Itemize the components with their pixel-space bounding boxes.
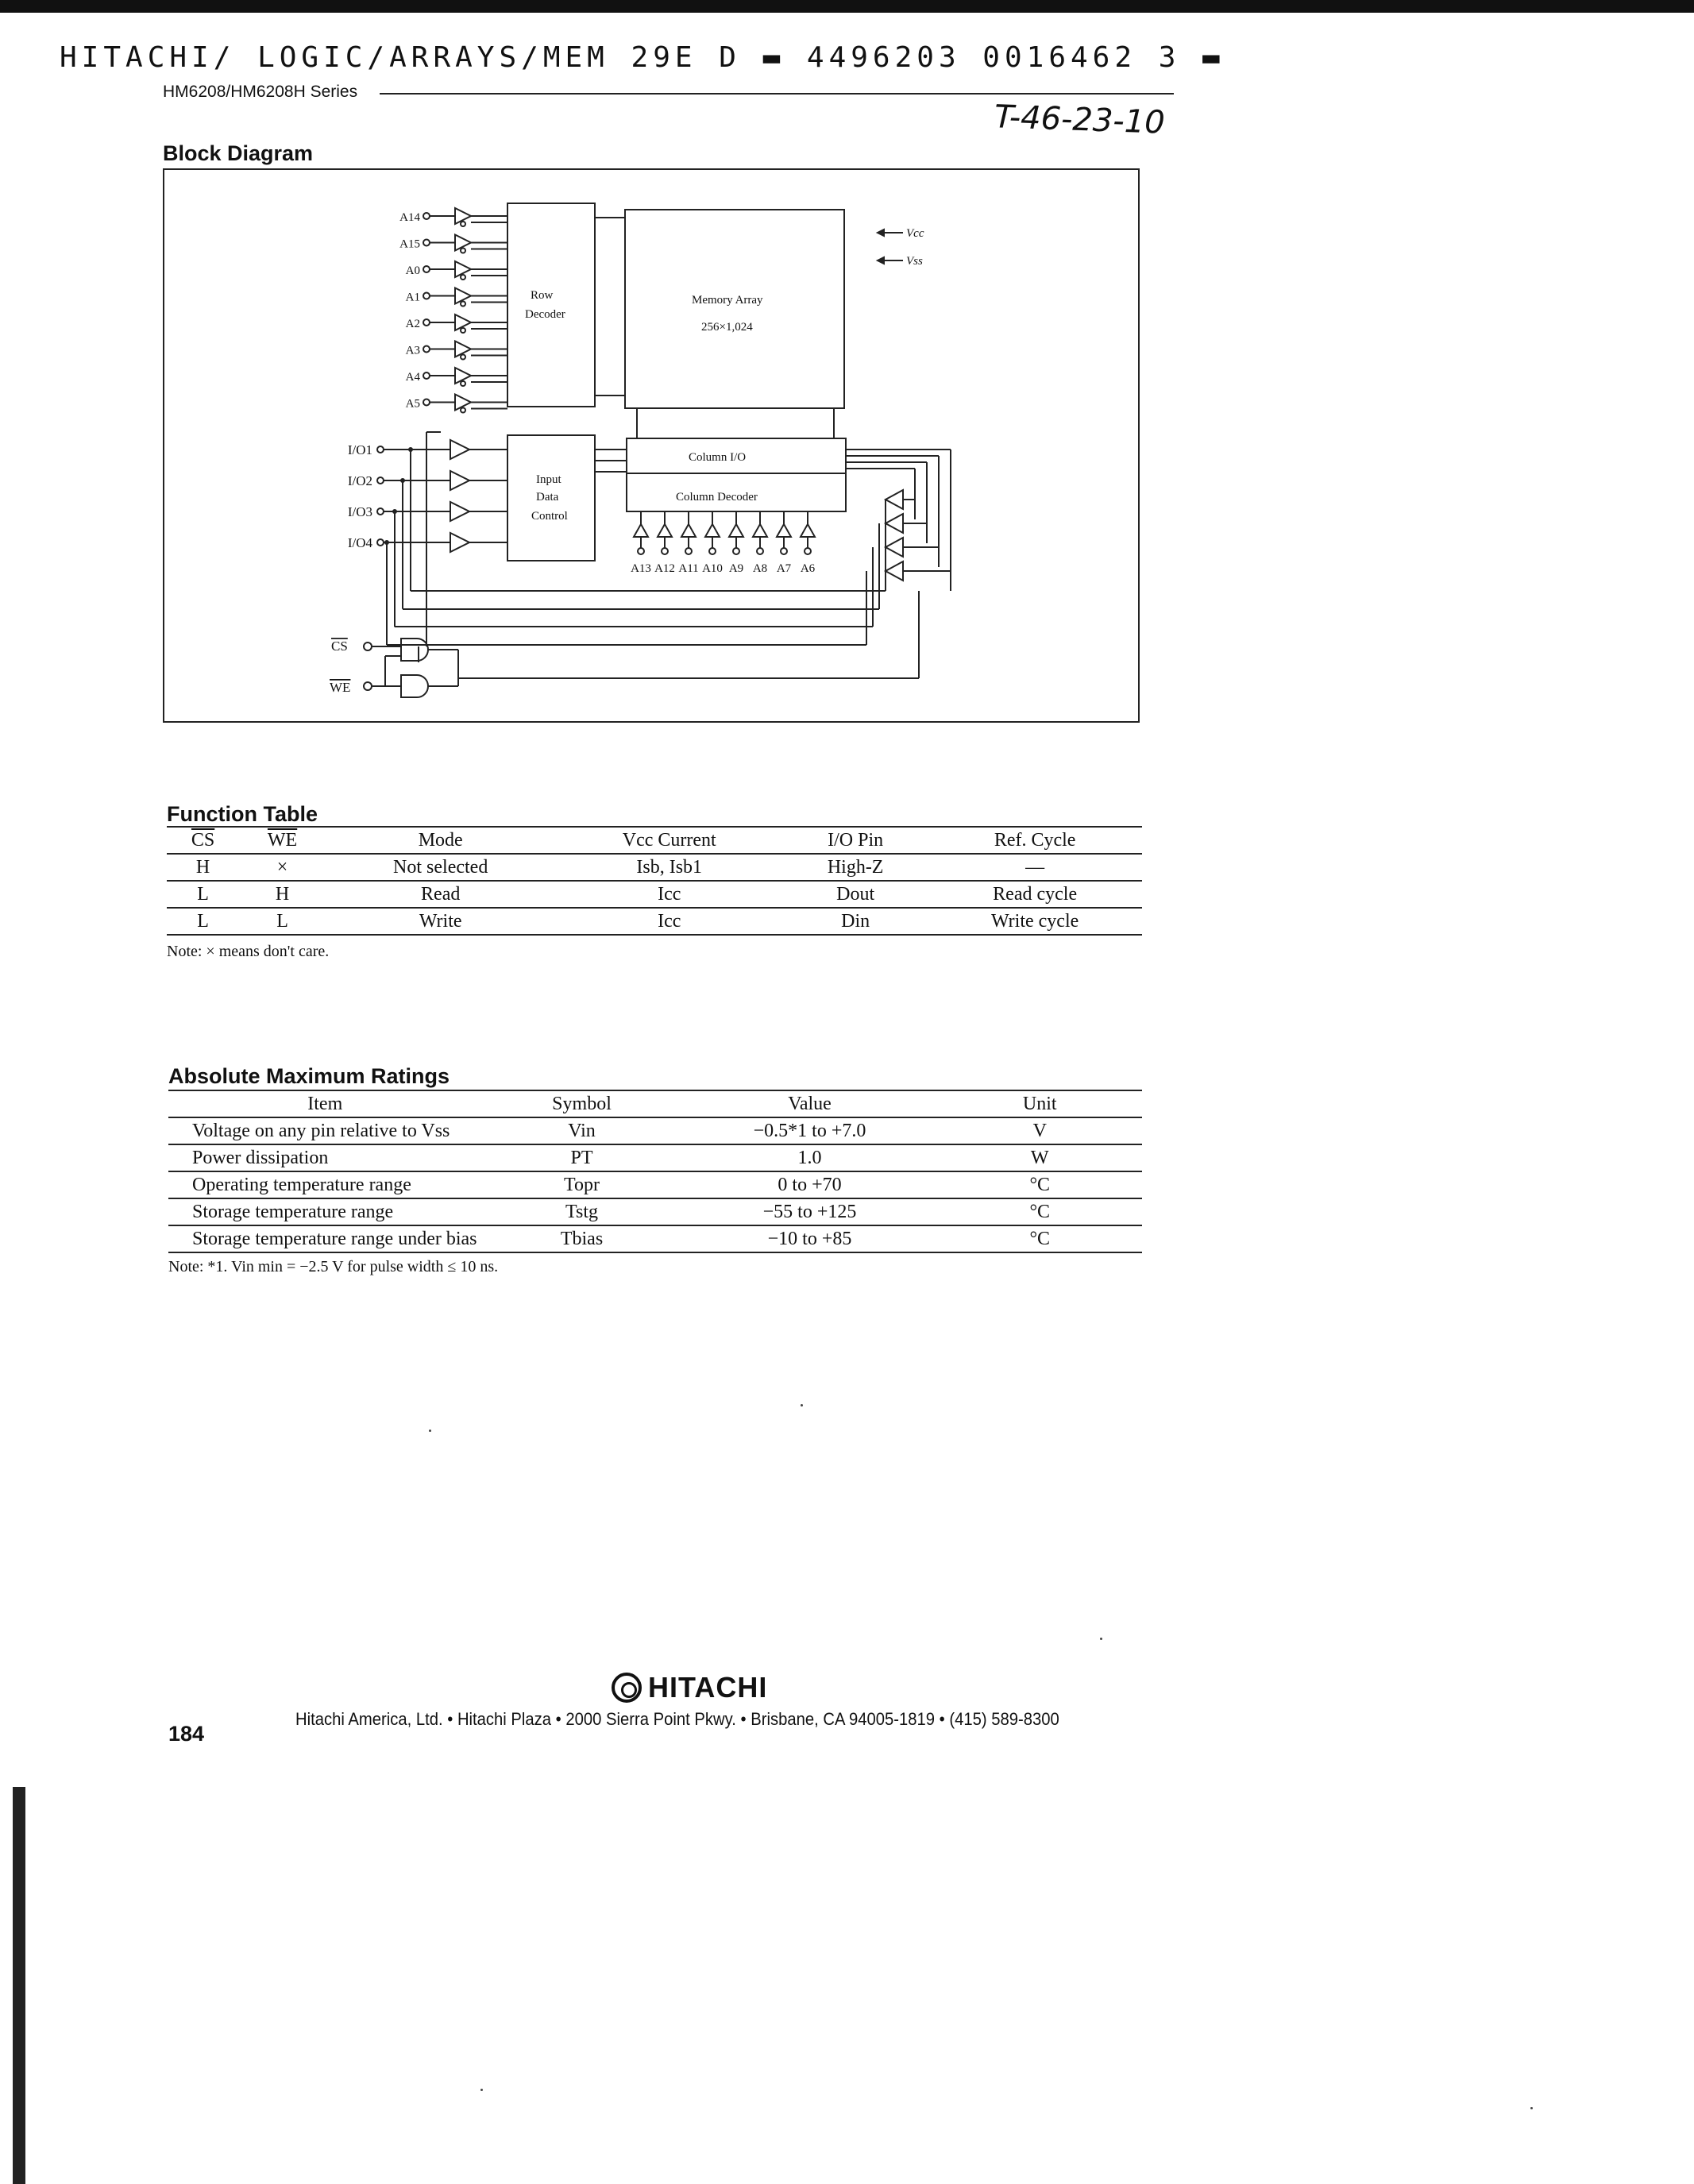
table-cell: Voltage on any pin relative to Vss xyxy=(168,1117,482,1144)
table-cell: Write cycle xyxy=(928,908,1142,935)
table-cell: Din xyxy=(783,908,928,935)
table-cell: Storage temperature range xyxy=(168,1198,482,1225)
column-buffer-a11 xyxy=(678,511,698,575)
address-buffer-a14 xyxy=(399,208,507,226)
table-cell: High-Z xyxy=(783,854,928,881)
table-row xyxy=(167,908,1142,935)
address-buffer-a3 xyxy=(406,341,507,360)
column-address-label: A11 xyxy=(678,562,699,575)
table-cell: Operating temperature range xyxy=(168,1171,482,1198)
output-buffer-3 xyxy=(886,538,939,557)
table-cell: L xyxy=(167,881,239,908)
function-table-note: Note: × means don't care. xyxy=(167,943,330,960)
address-buffer-a15 xyxy=(399,235,507,253)
address-label: A1 xyxy=(405,291,420,304)
scan-speck xyxy=(480,2089,483,2091)
memory-size-label: 256×1,024 xyxy=(701,321,753,334)
io-label: I/O4 xyxy=(347,535,372,550)
table-cell: Write xyxy=(326,908,556,935)
row-decoder-box xyxy=(507,203,595,407)
table-cell: 1.0 xyxy=(682,1144,938,1171)
table-cell: Icc xyxy=(555,908,783,935)
table-row xyxy=(168,1198,1142,1225)
column-address-label: A9 xyxy=(728,562,744,575)
address-label: A14 xyxy=(399,211,420,224)
table-cell: W xyxy=(938,1144,1142,1171)
address-label: A5 xyxy=(405,397,420,411)
table-row xyxy=(168,1117,1142,1144)
column-decoder-label: Column Decoder xyxy=(676,491,758,504)
vcc-label: Vcc xyxy=(906,227,924,240)
row-decoder-label-2: Decoder xyxy=(525,308,565,321)
table-cell: Read xyxy=(326,881,556,908)
function-table xyxy=(167,826,1142,936)
column-address-label: A12 xyxy=(654,562,675,575)
table-cell: PT xyxy=(482,1144,682,1171)
abs-max-note: Note: *1. Vin min = −2.5 V for pulse width ≤ 10 ns. xyxy=(168,1258,499,1275)
table-cell: °C xyxy=(938,1225,1142,1252)
column-address-label: A7 xyxy=(776,562,792,575)
table-cell: × xyxy=(239,854,326,881)
idc-label-2: Data xyxy=(536,491,559,504)
am-header-unit: Unit xyxy=(938,1090,1142,1117)
ft-header-vcc: Vcc Current xyxy=(555,827,783,854)
typed-header-line: HITACHI/ LOGIC/ARRAYS/MEM 29E D ▬ 4496203 0016462 3 ▬ xyxy=(60,41,1225,74)
address-label: A0 xyxy=(405,264,420,277)
table-cell: V xyxy=(938,1117,1142,1144)
company-address: Hitachi America, Ltd. • Hitachi Plaza • 2000 Sierra Point Pkwy. • Brisbane, CA 94005-1819 • (415) 589-8300 xyxy=(295,1709,1059,1729)
table-row xyxy=(168,1144,1142,1171)
vss-label: Vss xyxy=(906,255,923,268)
scan-speck xyxy=(429,1430,431,1432)
table-cell: Vin xyxy=(482,1117,682,1144)
table-cell: Tstg xyxy=(482,1198,682,1225)
ft-header-mode: Mode xyxy=(326,827,556,854)
idc-label-1: Input xyxy=(536,473,561,486)
io-label: I/O2 xyxy=(347,473,372,488)
ft-header-io: I/O Pin xyxy=(783,827,928,854)
address-buffer-a4 xyxy=(406,368,507,386)
table-row xyxy=(168,1171,1142,1198)
abs-max-title: Absolute Maximum Ratings xyxy=(168,1064,450,1088)
hitachi-logo-icon xyxy=(612,1673,642,1703)
scan-speck xyxy=(1530,2107,1533,2109)
address-label: A3 xyxy=(405,344,420,357)
column-buffer-a12 xyxy=(654,511,675,575)
address-buffer-a1 xyxy=(406,288,507,307)
function-table-header-row xyxy=(167,827,1142,854)
memory-array-box xyxy=(625,210,844,408)
table-cell: H xyxy=(167,854,239,881)
handwritten-code: T-46-23-10 xyxy=(994,98,1166,141)
series-rule xyxy=(380,93,1174,95)
and-gate-2 xyxy=(401,675,428,697)
output-buffer-1 xyxy=(886,490,915,509)
am-header-item: Item xyxy=(168,1090,482,1117)
function-table-title: Function Table xyxy=(167,802,318,826)
address-buffer-a2 xyxy=(406,314,507,333)
abs-max-header-row xyxy=(168,1090,1142,1117)
ft-header-we: $\overline{WE}$ xyxy=(239,827,326,854)
series-label: HM6208/HM6208H Series xyxy=(163,83,358,101)
table-cell: 0 to +70 xyxy=(682,1171,938,1198)
we-label: WE xyxy=(330,680,351,695)
table-cell: −0.5*1 to +7.0 xyxy=(682,1117,938,1144)
table-row xyxy=(167,881,1142,908)
output-buffer-4 xyxy=(886,561,951,581)
and-gate-1 xyxy=(401,639,428,661)
table-cell: Topr xyxy=(482,1171,682,1198)
address-buffer-a0 xyxy=(406,261,507,280)
address-label: A15 xyxy=(399,237,420,251)
table-cell: °C xyxy=(938,1171,1142,1198)
column-buffer-a7 xyxy=(777,511,792,575)
table-cell: Isb, Isb1 xyxy=(555,854,783,881)
page-number: 184 xyxy=(168,1722,205,1746)
hitachi-logo xyxy=(612,1671,767,1704)
table-cell: Icc xyxy=(555,881,783,908)
table-cell: Tbias xyxy=(482,1225,682,1252)
table-cell: L xyxy=(167,908,239,935)
table-cell: H xyxy=(239,881,326,908)
table-cell: Storage temperature range under bias xyxy=(168,1225,482,1252)
scan-left-border xyxy=(13,1787,25,2184)
block-diagram xyxy=(163,168,1140,723)
io-label: I/O3 xyxy=(347,504,372,519)
hitachi-logo-text: HITACHI xyxy=(648,1671,768,1704)
table-cell: Not selected xyxy=(326,854,556,881)
memory-array-label: Memory Array xyxy=(692,294,763,307)
table-cell: −10 to +85 xyxy=(682,1225,938,1252)
table-row xyxy=(168,1225,1142,1252)
address-label: A2 xyxy=(405,318,420,330)
column-address-label: A8 xyxy=(752,562,768,575)
address-label: A4 xyxy=(405,371,420,384)
cs-label: CS xyxy=(331,639,348,654)
idc-label-3: Control xyxy=(531,510,568,523)
ft-header-cs: $\overline{CS}$ xyxy=(167,827,239,854)
scan-speck xyxy=(801,1404,803,1406)
abs-max-table xyxy=(168,1090,1142,1253)
column-buffer-a10 xyxy=(702,511,723,575)
row-decoder-label-1: Row xyxy=(531,289,554,302)
am-header-symbol: Symbol xyxy=(482,1090,682,1117)
am-header-value: Value xyxy=(682,1090,938,1117)
ft-header-ref: Ref. Cycle xyxy=(928,827,1142,854)
table-cell: — xyxy=(928,854,1142,881)
column-buffer-a8 xyxy=(753,511,767,575)
table-cell: Power dissipation xyxy=(168,1144,482,1171)
table-cell: −55 to +125 xyxy=(682,1198,938,1225)
scan-top-border xyxy=(0,0,1694,13)
io-label: I/O1 xyxy=(347,442,372,457)
column-buffer-a13 xyxy=(631,511,651,575)
table-cell: °C xyxy=(938,1198,1142,1225)
address-buffer-a5 xyxy=(406,395,507,413)
column-address-label: A6 xyxy=(800,562,816,575)
table-cell: Read cycle xyxy=(928,881,1142,908)
table-row xyxy=(167,854,1142,881)
column-address-label: A10 xyxy=(702,562,723,575)
block-diagram-title: Block Diagram xyxy=(163,141,314,165)
scan-speck xyxy=(1100,1638,1102,1640)
io-buffer-3 xyxy=(348,502,507,627)
output-buffer-2 xyxy=(886,514,927,533)
column-buffer-a9 xyxy=(729,511,743,575)
block-diagram-svg xyxy=(164,170,1138,721)
io-buffer-4 xyxy=(348,533,507,645)
column-address-label: A13 xyxy=(631,562,651,575)
column-io-label: Column I/O xyxy=(689,451,747,464)
table-cell: Dout xyxy=(783,881,928,908)
column-buffer-a6 xyxy=(801,511,816,575)
table-cell: L xyxy=(239,908,326,935)
